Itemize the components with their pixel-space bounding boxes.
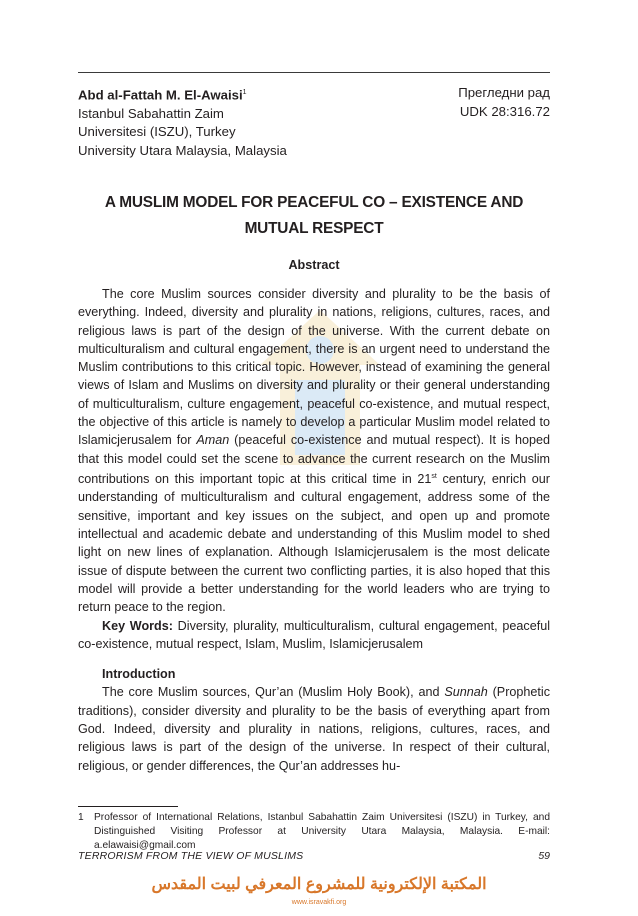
- udk-code: UDK 28:316.72: [459, 103, 550, 119]
- keywords-label: Key Words:: [102, 618, 173, 633]
- header-rule: [78, 72, 550, 73]
- footnote-rule: [78, 806, 178, 807]
- footnote-number: 1: [78, 812, 84, 823]
- footnote: [78, 811, 550, 853]
- intro-heading: Introduction: [102, 667, 176, 682]
- abstract-paragraph: [78, 285, 550, 617]
- abstract-text-3: century, enrich our understanding of multiculturalism and cultural engagement, address some of the sensitive, important and key issues on the subject, and open up and promote intellectual and academic debate and understanding of this Muslim model to shed light on new lines of explanation. Although Islamicjerusalem is the most delicate issue of dispute between the current two conflicting parties, it is also hoped that this model will provide a better understanding for the world leaders who are trying to return peace to the region.: [78, 472, 550, 615]
- title-line-1: A MUSLIM MODEL FOR PEACEFUL CO – EXISTENCE AND: [104, 194, 524, 211]
- paper-meta: [458, 84, 550, 121]
- abstract-aman: Aman: [196, 433, 230, 448]
- author-name: Abd al-Fattah M. El-Awaisi: [78, 87, 243, 103]
- author-block: [78, 84, 287, 160]
- title-line-2: MUTUAL RESPECT: [244, 220, 384, 237]
- intro-paragraph: [78, 683, 550, 774]
- intro-sunnah: Sunnah: [444, 685, 488, 700]
- page-number: 59: [538, 850, 550, 862]
- affiliation-3: University Utara Malaysia, Malaysia: [78, 142, 287, 158]
- abstract-text-2: (peaceful co-existence and mutual respect). It is hoped that this model could set the scene to advance the current research on the Muslim contributions on this important topic at this critical time in 21: [78, 433, 551, 487]
- paper-title: [78, 190, 550, 242]
- author-name-line: [78, 84, 287, 105]
- keywords-paragraph: [78, 617, 550, 654]
- keywords-text: Diversity, plurality, multiculturalism, cultural engagement, peaceful co-existence, mutual respect, Islam, Muslim, Islamicjerusalem: [78, 618, 550, 651]
- paper-type: Прегледни рад: [458, 85, 550, 100]
- library-url[interactable]: www.isravakfi.org: [291, 899, 347, 906]
- affiliation-2: Universitesi (ISZU), Turkey: [78, 124, 236, 140]
- intro-text-1: The core Muslim sources, Qur’an (Muslim Holy Book), and: [102, 685, 440, 700]
- footnote-text: Professor of International Relations, Istanbul Sabahattin Zaim Universitesi (ISZU) in Turkey, and Distinguished Visiting Professor at University Utara Malaysia, Malaysia. E-mail: a.elawaisi@gmail.com: [94, 812, 550, 851]
- affiliation-1: Istanbul Sabahattin Zaim: [78, 105, 224, 121]
- abstract-heading: Abstract: [288, 258, 340, 272]
- body-text: [78, 285, 550, 775]
- library-arabic-banner: المكتبة الإلكترونية للمشروع المعرفي لبيت المقدس: [151, 876, 487, 893]
- author-footnote-mark: 1: [242, 89, 247, 96]
- running-footer: TERRORISM FROM THE VIEW OF MUSLIMS: [78, 850, 304, 862]
- abstract-st: st: [431, 472, 437, 480]
- intro-text-2: (Prophetic traditions), consider diversity and plurality to be the basis of everything apart from God. Indeed, diversity and plurality in nations, religions, cultures, races, and religious laws is part of the design of the universe. In respect of their cultural, religious, or gender differences, the Qur’an addresses hu-: [78, 685, 551, 773]
- abstract-text-1: The core Muslim sources consider diversity and plurality to be the basis of everything. Indeed, diversity and plurality in nations, religions, cultures, races, and religious laws is part of the design of the universe. With the current debate on multiculturalism and cultural engagement, there is an urgent need to understand the Muslim contributions to this critical topic. However, instead of examining the general views of Islam and Muslims on diversity and plurality or their general understanding of multiculturalism, culture engagement, peaceful co-existence, and mutual respect, the objective of this article is namely to develop a particular Muslim model related to Islamicjerusalem for: [78, 287, 550, 448]
